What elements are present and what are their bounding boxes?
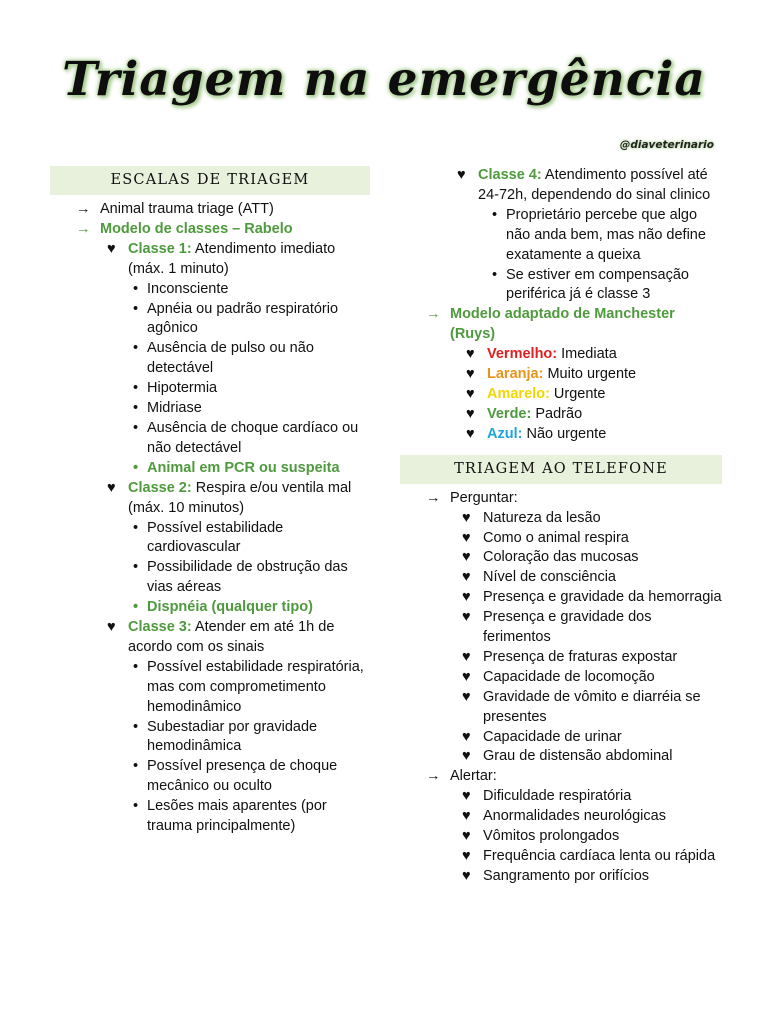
list-item: • Animal em PCR ou suspeita	[50, 459, 370, 479]
heart-icon: ♥	[466, 425, 475, 442]
heart-icon: ♥	[462, 828, 471, 845]
author-handle: @diaveterinario	[619, 139, 714, 151]
heart-icon: ♥	[107, 479, 116, 496]
arrow-icon: →	[426, 489, 441, 506]
heart-icon: ♥	[462, 867, 471, 884]
heart-icon: ♥	[107, 619, 116, 636]
heart-icon: ♥	[462, 648, 471, 665]
list-item: ♥ Grau de distensão abdominal	[400, 747, 722, 767]
list-item: → Perguntar:	[400, 489, 722, 509]
arrow-icon: →	[76, 201, 91, 217]
section-header-telefone: TRIAGEM AO TELEFONE	[400, 455, 722, 484]
heart-icon: ♥	[462, 509, 471, 526]
right-column	[400, 166, 722, 887]
list-item: ♥ Anormalidades neurológicas	[400, 807, 722, 827]
heart-icon: ♥	[466, 366, 475, 383]
heart-icon: ♥	[462, 808, 471, 825]
heart-icon: ♥	[466, 405, 475, 422]
manchester-level: ♥ Verde: Padrão	[400, 405, 722, 425]
manchester-level: ♥ Vermelho: Imediata	[400, 345, 722, 365]
bullet-icon: •	[492, 266, 498, 283]
heart-icon: ♥	[462, 728, 471, 745]
list-item: • Possível estabilidade respiratória, mas com comprometimento hemodinâmico	[133, 658, 364, 715]
manchester-level: ♥ Laranja: Muito urgente	[400, 365, 722, 385]
arrow-icon: →	[76, 220, 91, 237]
list-item: ♥ Presença e gravidade da hemorragia	[400, 588, 722, 608]
left-column	[50, 166, 370, 837]
bullet-icon: •	[133, 798, 139, 815]
list-item: → Animal trauma triage (ATT)	[50, 200, 370, 220]
list-item: ♥ Nível de consciência	[400, 568, 722, 588]
list-item: • Inconsciente	[50, 280, 370, 300]
heart-icon: ♥	[462, 609, 471, 626]
list-item: • Ausência de choque cardíaco ou não detectável	[133, 419, 359, 456]
bullet-icon: •	[492, 206, 498, 223]
list-item: • Hipotermia	[50, 379, 370, 399]
arrow-icon: →	[426, 768, 441, 785]
list-item: ♥ Como o animal respira	[400, 529, 722, 549]
bullet-icon: •	[133, 718, 139, 735]
bullet-icon: •	[133, 300, 139, 317]
list-item: • Possível presença de choque mecânico ou oculto	[133, 758, 338, 795]
classe-3-item: ♥ Classe 3: Atender em até 1h de acordo com os sinais	[107, 619, 335, 655]
heart-icon: ♥	[466, 385, 475, 402]
list-item: • Subestadiar por gravidade hemodinâmica	[133, 718, 318, 755]
list-item: ♥ Natureza da lesão	[400, 509, 722, 529]
heart-icon: ♥	[462, 748, 471, 765]
heart-icon: ♥	[462, 688, 471, 705]
list-item: • Midriase	[50, 399, 370, 419]
bullet-icon: •	[133, 459, 139, 476]
bullet-icon: •	[133, 658, 139, 675]
list-item: • Apnéia ou padrão respiratório agônico	[133, 300, 339, 337]
heart-icon: ♥	[462, 549, 471, 566]
list-item: ♥ Coloração das mucosas	[400, 548, 722, 568]
bullet-icon: •	[133, 519, 139, 536]
list-item: • Ausência de pulso ou não detectável	[133, 340, 314, 377]
classe-1-item: ♥ Classe 1: Atendimento imediato (máx. 1 minuto)	[107, 240, 336, 277]
list-item: ♥ Gravidade de vômito e diarréia se presentes	[462, 688, 701, 725]
arrow-icon: →	[426, 306, 441, 323]
bullet-icon: •	[133, 340, 139, 357]
list-item: • Dispnéia (qualquer tipo)	[50, 598, 370, 618]
heart-icon: ♥	[462, 668, 471, 685]
bullet-icon: •	[133, 758, 139, 775]
classe-2-item: ♥ Classe 2: Respira e/ou ventila mal (máx. 10 minutos)	[107, 479, 352, 516]
list-item: ♥ Frequência cardíaca lenta ou rápida	[400, 847, 722, 867]
list-item: • Proprietário percebe que algo não anda bem, mas não define exatamente a queixa	[492, 206, 706, 263]
list-item: → Modelo adaptado de Manchester (Ruys)	[426, 306, 675, 343]
bullet-icon: •	[133, 380, 139, 397]
list-item: ♥ Dificuldade respiratória	[400, 787, 722, 807]
list-item: ♥ Capacidade de locomoção	[400, 668, 722, 688]
bullet-icon: •	[133, 400, 139, 417]
heart-icon: ♥	[462, 569, 471, 586]
list-item: ♥ Capacidade de urinar	[400, 728, 722, 748]
manchester-level: ♥ Amarelo: Urgente	[400, 385, 722, 405]
page-title: Triagem na emergência	[62, 52, 706, 107]
list-item: • Se estiver em compensação periférica já é classe 3	[492, 266, 689, 303]
heart-icon: ♥	[462, 848, 471, 864]
heart-icon: ♥	[462, 529, 471, 546]
heart-icon: ♥	[462, 589, 471, 606]
manchester-level: ♥ Azul: Não urgente	[400, 425, 722, 445]
list-item: → Modelo de classes – Rabelo	[50, 220, 370, 240]
list-item: ♥ Vômitos prolongados	[400, 827, 722, 847]
list-item: → Alertar:	[400, 767, 722, 787]
bullet-icon: •	[133, 280, 139, 297]
list-item: • Possibilidade de obstrução das vias aéreas	[133, 559, 348, 596]
bullet-icon: •	[133, 419, 139, 436]
heart-icon: ♥	[466, 346, 475, 363]
heart-icon: ♥	[107, 240, 116, 257]
heart-icon: ♥	[457, 167, 466, 183]
heart-icon: ♥	[462, 788, 471, 805]
bullet-icon: •	[133, 599, 139, 616]
list-item: ♥ Presença e gravidade dos ferimentos	[462, 609, 652, 646]
classe-4-item: ♥ Classe 4: Atendimento possível até 24-72h, dependendo do sinal clinico	[457, 167, 711, 203]
section-header-escalas: ESCALAS DE TRIAGEM	[50, 166, 370, 195]
list-item: • Possível estabilidade cardiovascular	[133, 519, 284, 556]
list-item: ♥ Presença de fraturas expostar	[400, 648, 722, 668]
list-item: • Lesões mais aparentes (por trauma principalmente)	[133, 798, 327, 835]
bullet-icon: •	[133, 559, 139, 576]
list-item: ♥ Sangramento por orifícios	[400, 867, 722, 887]
